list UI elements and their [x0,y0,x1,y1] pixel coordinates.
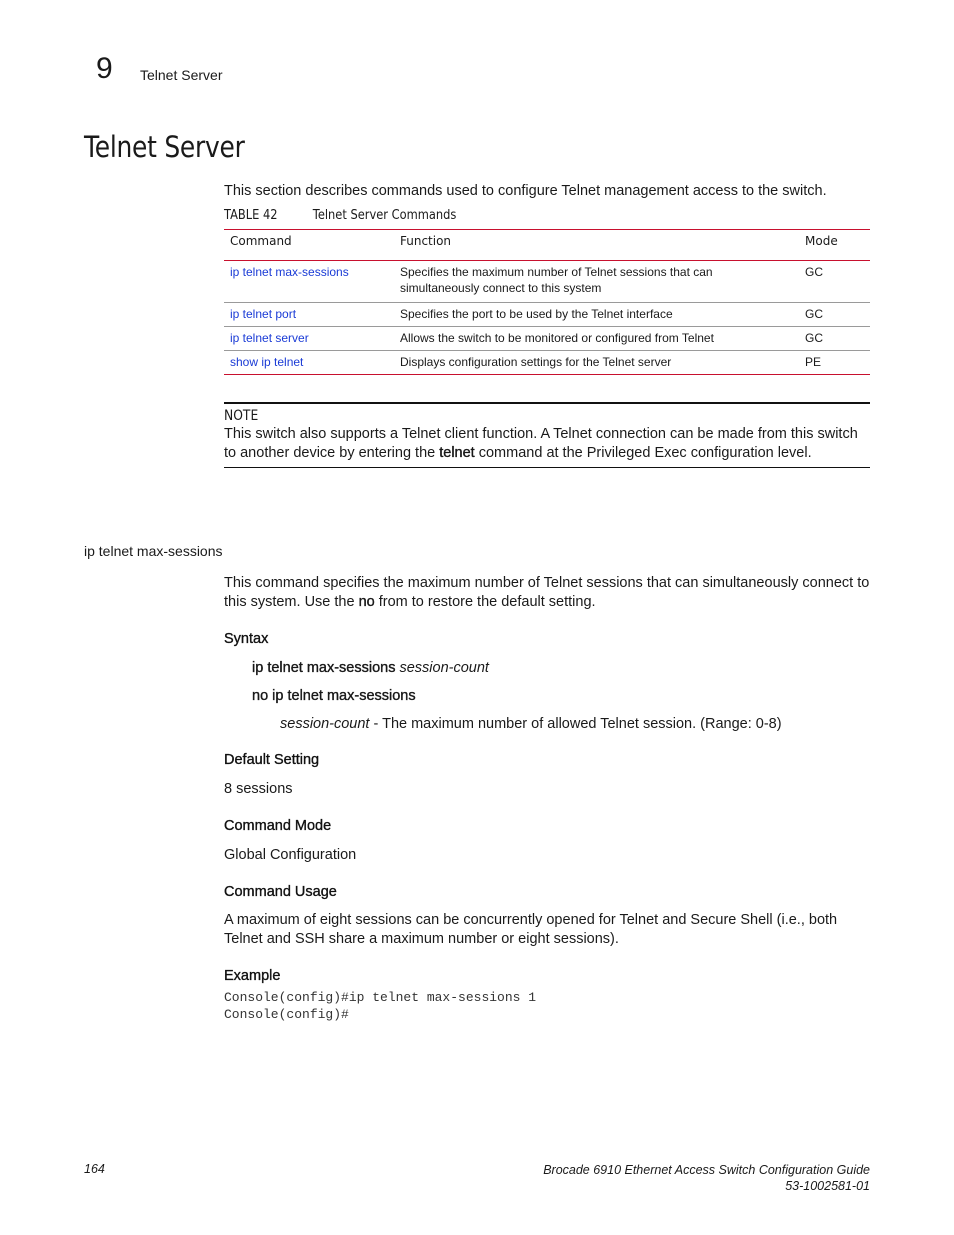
syntax-heading [224,631,268,647]
table-header-row [224,230,870,261]
mode-cell: GC [805,307,823,321]
syntax-command: ip telnet max-sessions [252,660,396,676]
page-number: 164 [84,1162,105,1176]
table-row [224,303,870,327]
table-row [224,351,870,375]
table-caption-title: Telnet Server Commands [312,208,457,223]
example-heading-text: Example [224,968,281,984]
syntax-line-2: no ip telnet max-sessions [252,688,416,704]
command-link[interactable]: ip telnet max-sessions [230,265,349,279]
command-usage-text: A maximum of eight sessions can be concurrently opened for Telnet and Secure Shell (i.e., both Telnet and SSH share a maximum number or eight sessions). [224,912,838,947]
syntax-line-1 [252,659,489,678]
function-cell: Specifies the port to be used by the Telnet interface [400,307,673,321]
command-link[interactable]: ip telnet port [230,307,297,321]
command-mode-value: Global Configuration [224,847,357,863]
function-cell: Allows the switch to be monitored or configured from Telnet [400,331,714,345]
table-caption [224,208,456,223]
example-code [224,989,536,1023]
header-command: Command [230,234,292,248]
syntax-parameter: session-count [399,660,489,676]
telnet-commands-table [224,229,870,375]
command-cell [224,303,394,327]
page-title: Telnet Server [84,130,245,164]
mode-heading-text: Command Mode [224,818,332,834]
command-mode-heading [224,818,331,834]
mode-cell: GC [805,331,823,345]
note-text-start: This switch also supports a Telnet client function. A Telnet connection can be made from this switch to another device by entering the [224,426,858,461]
command-description [224,574,874,612]
syntax-heading-text: Syntax [224,631,269,647]
description-keyword: no [358,594,375,610]
note-text-end: command at the Privileged Exec configuration level. [474,445,812,461]
description-start: This command specifies the maximum number of Telnet sessions that can simultaneously connect to this system. Use the [224,575,870,610]
note-box [224,402,870,468]
usage-heading-text: Command Usage [224,884,337,900]
chapter-number: 9 [96,52,113,85]
example-heading [224,968,280,984]
function-cell: Displays configuration settings for the Telnet server [400,355,672,369]
code-line: Console(config)# [224,1007,349,1022]
note-keyword: telnet [439,445,475,461]
default-setting-heading [224,752,319,768]
guide-title: Brocade 6910 Ethernet Access Switch Configuration Guide [543,1163,870,1177]
parameter-name: session-count [280,716,370,732]
command-link[interactable]: ip telnet server [230,331,309,345]
note-text [224,425,870,463]
default-setting-value: 8 sessions [224,781,293,797]
command-heading: ip telnet max-sessions [84,543,223,559]
description-end: from to restore the default setting. [374,594,596,610]
table-caption-label: TABLE 42 [224,208,278,223]
mode-cell: PE [805,355,822,369]
header-mode: Mode [805,234,838,248]
code-line: Console(config)#ip telnet max-sessions 1 [224,990,537,1005]
table-row [224,327,870,351]
intro-text: This section describes commands used to configure Telnet management access to the switch. [224,183,827,199]
default-heading-text: Default Setting [224,752,320,768]
header-function: Function [400,234,452,248]
chapter-title: Telnet Server [140,67,223,83]
command-link[interactable]: show ip telnet [230,355,304,369]
table-row [224,261,870,303]
parameter-description [280,715,782,734]
parameter-text: - The maximum number of allowed Telnet session. (Range: 0-8) [369,716,782,732]
mode-cell: GC [805,265,823,279]
doc-number: 53-1002581-01 [785,1179,870,1193]
command-cell [224,261,394,303]
function-cell: Specifies the maximum number of Telnet sessions that can simultaneously connect to this system [400,265,713,295]
footer-doc-info [543,1162,870,1194]
note-label: NOTE [224,408,259,424]
command-usage-heading [224,884,337,900]
command-cell [224,327,394,351]
command-cell [224,351,394,375]
